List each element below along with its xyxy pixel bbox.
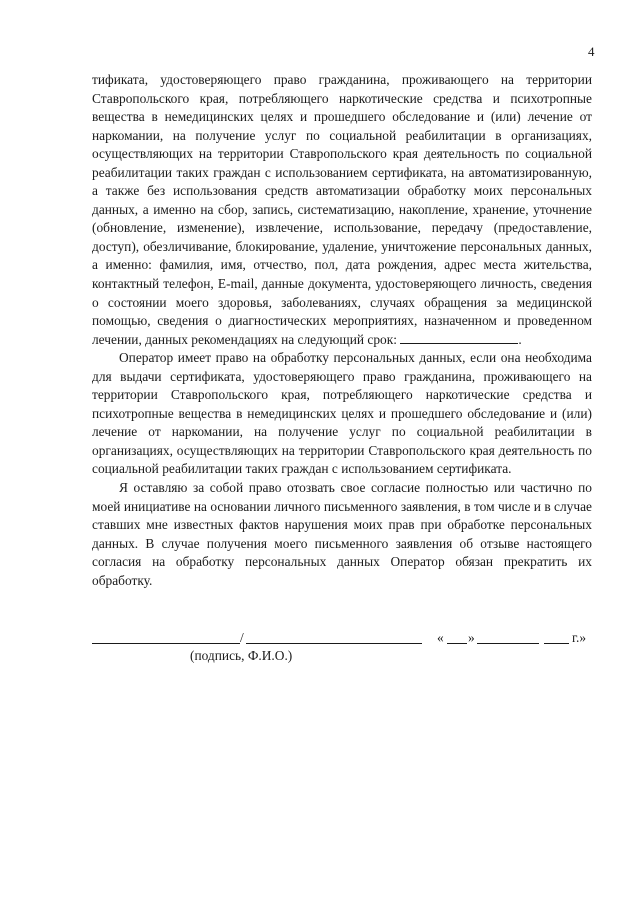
paragraph-operator-rights: Оператор имеет право на обработку персональных данных, если она необходима для выдачи сертификата, удостоверяющего право гражданина, проживающего на территории Ставропольского края, потребляющего наркотические средства и психотропные вещества в немедицинских целях и прошедшего обследование и (или) лечение от наркомании, на получение услуг по социальной реабилитации в организациях, осуществляющих на территории Ставропольского края деятельность по социальной реабилитации таких граждан с использованием сертификата. [92,350,592,477]
paragraph-revocation: Я оставляю за собой право отозвать свое согласие полностью или частично по моей инициативе на основании личного письменного заявления, в том числе и в случае ставших мне известных фактов нарушения моих прав при обработке персональных данных. В случае получения моего письменного заявления об отзыве настоящего согласия на обработку персональных данных Оператор обязан прекратить их обработку. [92,480,592,588]
paragraph-consent-scope-end: . [518,331,522,347]
date-month-field[interactable] [477,643,539,644]
signature-field[interactable] [92,643,240,644]
date-year-field[interactable] [544,643,569,644]
paragraph-consent-scope-text: тификата, удостоверяющего право гражданина, проживающего на территории Ставропольского края, потребляющего наркотические средства и психотропные вещества в немедицинских целях и прошедшего обследование и (или) лечение от наркомании, на получение услуг по социальной реабилитации в организациях, осуществляющих на территории Ставропольского края деятельность по социальной реабилитации таких граждан с использованием сертификата, на автоматизированную, а также без использования средств автоматизации обработку моих персональных данных, а именно на сбор, запись, систематизацию, накопление, хранение, уточнение (обновление, изменение), извлечение, использование, передачу (предоставление, доступ), обезличивание, блокирование, удаление, уничтожение персональных данных, а именно: фамилия, имя, отчество, пол, дата рождения, адрес места жительства, контактный телефон, E-mail, данные документа, удостоверяющего личность, сведения о состоянии моего здоровья, заболеваниях, случаях обращения за медицинской помощью, сведения о диагностических мероприятиях, назначенном и проведенном лечении, данных рекомендациях на следующий срок: [92,72,592,347]
consent-text [92,71,592,590]
paragraph-consent-scope [92,71,592,349]
page-number: 4 [588,44,595,59]
date-quote-open: « [437,630,444,645]
signature-caption: (подпись, Ф.И.О.) [190,648,293,663]
term-blank-field[interactable] [400,331,518,344]
full-name-field[interactable] [246,643,422,644]
signature-row [92,626,592,648]
signature-slash: / [240,630,244,645]
date-quote-close: » [468,630,475,645]
date-day-field[interactable] [447,643,467,644]
date-year-suffix: г.» [572,630,587,645]
